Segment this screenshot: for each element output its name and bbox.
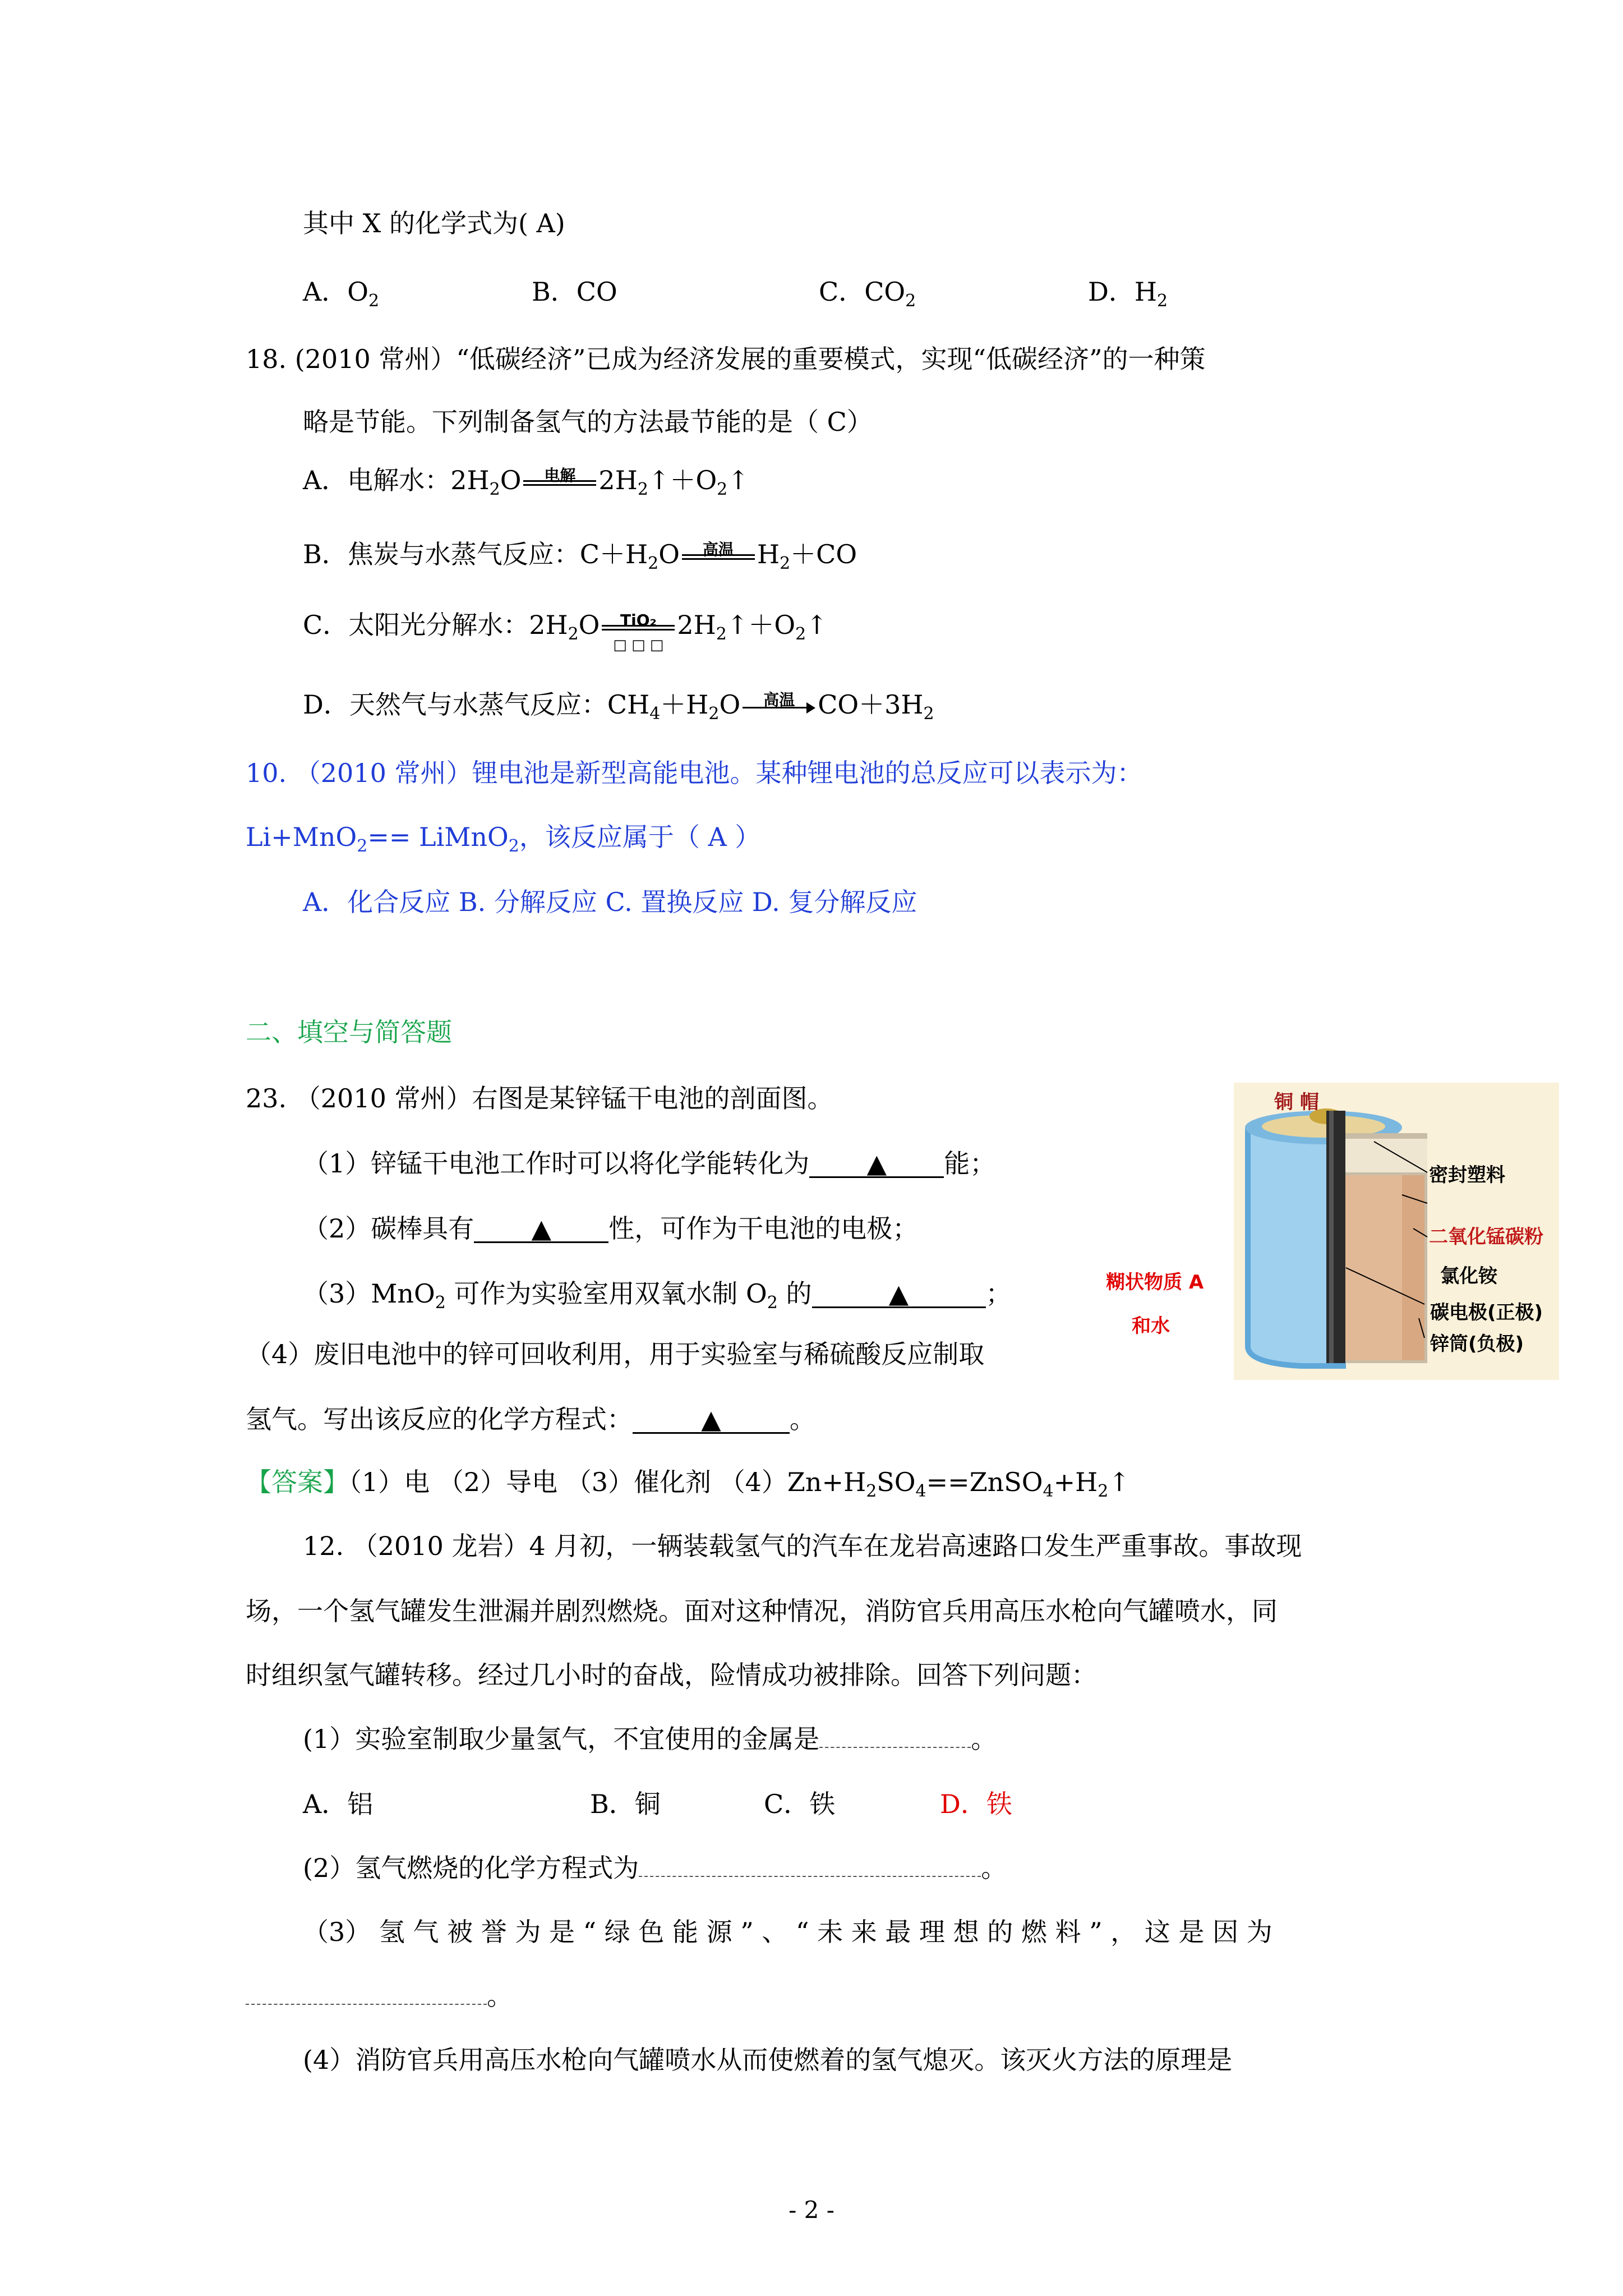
label-carbon-electrode: 碳电极(正极) [1430, 1301, 1543, 1324]
answer-blank [819, 1722, 971, 1748]
q23-part3: （3）MnO$_2$ 可作为实验室用双氧水制 $O_2$ 的 ▲ ； [303, 1278, 1012, 1313]
q17-option-b: B．CO [532, 277, 617, 307]
label-nh4cl: 氯化铵 [1440, 1265, 1497, 1287]
page-number: - 2 - [789, 2196, 834, 2224]
reaction-condition: 高温 [682, 545, 755, 568]
answer-blank: ▲ [633, 1405, 790, 1434]
q12-option-b: B．铜 [590, 1789, 661, 1819]
q12-option-c: C．铁 [764, 1789, 836, 1819]
label-paste: 糊状物质 A [1106, 1271, 1204, 1294]
q23-part4-line1: （4）废旧电池中的锌可回收利用，用于实验室与稀硫酸反应制取 [246, 1339, 985, 1369]
q12-line2: 场，一个氢气罐发生泄漏并剧烈燃烧。面对这种情况，消防官兵用高压水枪向气罐喷水，同 [246, 1596, 1278, 1626]
q18-option-d: D．天然气与水蒸气反应：$CH_4+H_2O$ 高温 $CO+3H_2$ [303, 689, 934, 724]
q18-line2: 略是节能。下列制备氢气的方法最节能的是（ C） [303, 407, 873, 437]
answer-blank [639, 1851, 981, 1877]
reaction-arrow: 高温 [743, 696, 815, 718]
answer-blank: ▲ [809, 1149, 944, 1178]
q12-option-a: A．铝 [303, 1789, 374, 1819]
label-mno2: 二氧化锰碳粉 [1429, 1226, 1543, 1248]
q12-line3: 时组织氢气罐转移。经过几小时的奋战，险情成功被排除。回答下列问题： [246, 1660, 1097, 1690]
q18-option-c: C．太阳光分解水：$2H_2O$ TiO₂ □ □ □ $2H_2↑+O_2↑$ [303, 610, 828, 654]
q23-part2: （2）碳棒具有 ▲ 性，可作为干电池的电极； [303, 1213, 919, 1244]
section-title: 二、填空与简答题 [246, 1017, 452, 1047]
q17-option-d: D．$H_2$ [1088, 277, 1168, 311]
q12-part1: (1）实验室制取少量氢气，不宜使用的金属是 。 [303, 1722, 997, 1756]
reaction-condition: TiO₂ □ □ □ [602, 616, 675, 638]
q12-line1: 12. （2010 龙岩）4 月初，一辆装载氢气的汽车在龙岩高速路口发生严重事故。事故现 [303, 1531, 1302, 1561]
q18-option-b: B．焦炭与水蒸气反应：$C+H_2O$ 高温 $H_2+CO$ [303, 539, 857, 573]
q23-answer: 【答案】（1）电 （2）导电 （3）催化剂 $(4)Zn+H_2SO_4==ZnSO_4+H_2↑$ [246, 1467, 1130, 1501]
q12-part3: （3） 氢 气 被 誉 为 是 “ 绿 色 能 源 ” 、 “ 未 来 最 理 想 的 燃 料 ” ， 这 是 因 为 [303, 1917, 1272, 1947]
q23-title: 23. （2010 常州）右图是某锌锰干电池的剖面图。 [246, 1083, 833, 1114]
q23-part1: （1）锌锰干电池工作时可以将化学能转化为 ▲ 能； [303, 1148, 996, 1179]
label-water: 和水 [1132, 1315, 1170, 1337]
answer-blank [246, 1979, 487, 2005]
q10-line2: Li+MnO$_2$== LiMnO$_2$，该反应属于（ A ） [246, 822, 761, 856]
q17-option-a: A．$O_2$ [303, 277, 380, 311]
q10-line1: 10. （2010 常州）锂电池是新型高能电池。某种锂电池的总反应可以表示为： [246, 758, 1143, 788]
q17-tail: 其中 X 的化学式为( A) [303, 208, 565, 238]
answer-blank: ▲ [474, 1214, 608, 1243]
q12-part4: (4）消防官兵用高压水枪向气罐喷水从而使燃着的氢气熄灭。该灭火方法的原理是 [303, 2045, 1233, 2075]
q18-option-a: A．电解水：$2H_2O$ 电解 $2H_2↑+O_2↑$ [303, 465, 749, 499]
q10-options: A．化合反应 B. 分解反应 C. 置换反应 D. 复分解反应 [303, 887, 917, 917]
q12-part3-blank: 。 [246, 1979, 513, 2013]
answer-blank: ▲ [812, 1280, 986, 1308]
label-copper-cap: 铜 帽 [1274, 1091, 1319, 1114]
label-zinc-can: 锌筒(负极) [1430, 1333, 1524, 1355]
q12-part2: (2）氢气燃烧的化学方程式为 。 [303, 1851, 1007, 1885]
q12-option-d: D．铁 [940, 1789, 1012, 1819]
q17-option-c: C．$CO_2$ [819, 277, 916, 311]
reaction-condition: 电解 [523, 471, 596, 494]
label-seal: 密封塑料 [1429, 1164, 1505, 1186]
q18-line1: 18. (2010 常州）“低碳经济”已成为经济发展的重要模式，实现“低碳经济”的一种策 [246, 344, 1206, 374]
q23-part4-line2: 氢气。写出该反应的化学方程式： ▲ 。 [246, 1404, 815, 1434]
